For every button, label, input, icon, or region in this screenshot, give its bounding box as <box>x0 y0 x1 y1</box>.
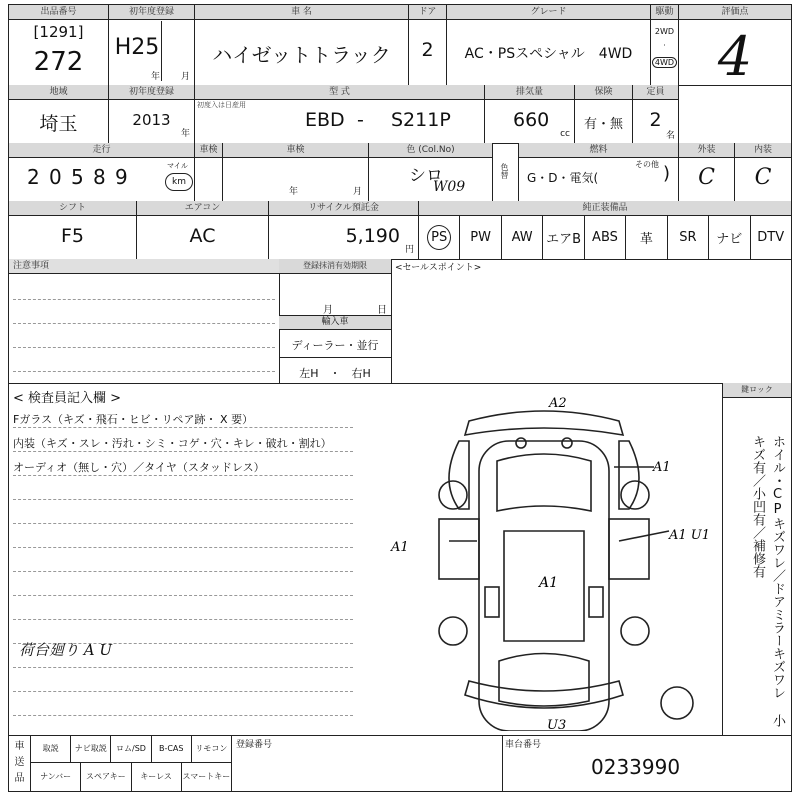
accessory-item: ナビ取説 <box>71 735 111 762</box>
chassis-number: 0233990 <box>591 755 681 779</box>
equipment-item <box>709 215 750 259</box>
mirror-left-shape <box>516 438 526 448</box>
mark-rear: U3 <box>547 718 567 731</box>
equipment-label: エアB <box>546 231 581 247</box>
inspector-section <box>9 383 791 736</box>
drive-4wd: 4WD <box>652 57 677 68</box>
accessory-item: 取説 <box>31 735 71 762</box>
cc-header: 排気量 <box>485 85 574 100</box>
equipment-item <box>626 215 667 259</box>
insurance-header: 保険 <box>575 85 632 100</box>
model-code-cell <box>195 85 485 143</box>
equipment-list <box>419 215 791 259</box>
door-header: ドア <box>409 5 446 20</box>
accessory-item: ロム/SD <box>111 735 151 762</box>
right-front-wheel-shape <box>621 481 649 509</box>
exterior-header: 外装 <box>679 143 734 158</box>
drive-cell: 駆動 2WD · 4WD <box>651 5 679 85</box>
doors: 2 <box>421 39 434 61</box>
car-name-cell <box>195 5 409 85</box>
windshield-shape <box>497 454 591 511</box>
lot-prefix: [1291] <box>33 23 84 41</box>
inspection-flag-cell <box>195 143 223 201</box>
shift-cell <box>9 201 137 259</box>
equipment-header: 純正装備品 <box>419 201 791 216</box>
accessory-item: スペアキー <box>81 762 131 791</box>
equipment-item <box>751 215 791 259</box>
front-bumper-shape <box>465 411 623 435</box>
accessory-item: キーレス <box>132 762 182 791</box>
fuel-cell <box>519 143 679 201</box>
shift-header: シフト <box>9 201 136 216</box>
notes-block <box>9 259 280 383</box>
drive-header: 駆動 <box>651 5 678 20</box>
cc-unit: cc <box>560 129 570 139</box>
middle-section <box>9 259 791 384</box>
insurance: 有・無 <box>583 117 623 132</box>
spare-tire-shape <box>661 687 693 719</box>
left-rear-wheel-shape <box>439 617 467 645</box>
insurance-cell <box>575 85 633 143</box>
mileage-digits <box>27 165 137 189</box>
tailgate-shape <box>499 654 589 707</box>
key-lock-header: 鍵ロック <box>723 383 791 398</box>
month-unit: 月 <box>181 72 191 82</box>
mirror-right-shape <box>562 438 572 448</box>
recycle-cell <box>269 201 419 259</box>
mileage-digit: 0 <box>49 165 62 189</box>
accessory-item: B-CAS <box>152 735 192 762</box>
mileage-digit: 5 <box>71 165 84 189</box>
equipment-label: AW <box>511 229 533 245</box>
reg-month: 月 <box>323 305 333 316</box>
color-code: W09 <box>433 179 466 195</box>
pref-header: 地域 <box>9 85 108 100</box>
registration-block <box>279 259 392 383</box>
bottom-section <box>9 735 791 791</box>
hand-drive: 左H ・ 右H <box>299 367 371 380</box>
right-door-shape <box>609 519 649 579</box>
mileage-header: 走行 <box>9 143 194 158</box>
inspection-month: 月 <box>353 187 363 197</box>
delivery-char: 車 <box>14 741 25 752</box>
year2-header: 初年度登録 <box>109 85 194 100</box>
first-reg-note: 初度入は日産用 <box>197 101 246 109</box>
registration-number-cell <box>231 735 503 791</box>
lot-cell <box>9 5 109 85</box>
side-column <box>722 383 791 735</box>
model-code-header: 型 式 <box>195 85 484 100</box>
sales-point-header: <セールスポイント> <box>395 263 482 273</box>
registration-number-label: 登録番号 <box>236 740 273 750</box>
mileage-cell <box>9 143 195 201</box>
interior-grade: C <box>754 165 772 190</box>
model-code: S211P <box>391 109 451 131</box>
delivery-label <box>9 735 31 791</box>
air-conditioner: AC <box>189 225 216 247</box>
sales-point-block <box>391 259 791 383</box>
model-dash: - <box>357 109 364 131</box>
car-name-header: 車 名 <box>195 5 408 20</box>
equipment-block <box>419 201 791 259</box>
accessory-item: リモコン <box>195 744 228 753</box>
row-2 <box>9 85 791 144</box>
row-3 <box>9 143 791 202</box>
equipment-label: DTV <box>757 229 785 245</box>
left-front-wheel-shape <box>439 481 467 509</box>
accessory-item: ナンバー <box>31 762 81 791</box>
wheel-mirror-notes: ホイル・CPキズワレ／ドアミラーキズワレ 小キズ有／小凹有／補修有 <box>750 435 785 727</box>
color-cell <box>369 143 493 201</box>
year-header: 初年度登録 <box>109 5 194 20</box>
mark-left-side: A1 <box>391 540 409 555</box>
equipment-label: ABS <box>592 229 618 245</box>
ac-cell <box>137 201 269 259</box>
right-rear-wheel-shape <box>621 617 649 645</box>
equipment-item <box>419 215 460 259</box>
accessory-item: スマートキー <box>182 772 231 781</box>
notes-header: 注意事項 <box>9 259 279 274</box>
fuel-header: 燃料 <box>519 143 678 158</box>
car-damage-diagram <box>369 391 719 731</box>
model-prefix: EBD <box>305 109 345 131</box>
dealer-parallel: ディーラー・並行 <box>291 339 379 352</box>
door-cell <box>409 5 447 85</box>
color-change-cell <box>493 143 519 201</box>
prefecture: 埼玉 <box>39 113 78 135</box>
interior-header: 内装 <box>735 143 791 158</box>
shift: F5 <box>60 225 85 247</box>
pref-cell <box>9 85 109 143</box>
color-name: シロ <box>409 166 443 186</box>
inspector-header: < 検査員記入欄 > <box>13 391 122 406</box>
capacity-cell <box>633 85 679 143</box>
mile-unit: マイル <box>167 162 188 170</box>
import-header: 輸入車 <box>279 316 391 330</box>
left-door-shape <box>439 519 479 579</box>
exterior-grade: C <box>698 165 715 190</box>
row-4 <box>9 201 791 260</box>
mark-center: A1 <box>539 575 559 591</box>
inspection-header: 車検 <box>223 143 368 158</box>
handwritten-note: 荷台廻り A U <box>19 641 113 659</box>
grade-cell <box>447 5 651 85</box>
mark-right-rear: A1 U1 <box>669 528 711 543</box>
year-western: 2013 <box>132 111 171 129</box>
year-era: H25 <box>114 35 160 60</box>
year2-cell <box>109 85 195 143</box>
fuel-close: ) <box>663 163 671 184</box>
eval-header: 評価点 <box>679 5 791 20</box>
capacity: 2 <box>649 109 662 131</box>
eval-cell <box>679 5 791 88</box>
interior-cell <box>735 143 791 201</box>
interior-line: 内装（キズ・スレ・汚れ・シミ・コゲ・穴・キレ・破れ・割れ） <box>13 437 332 450</box>
left-lamp-shape <box>485 587 499 617</box>
grade: AC・PSスペシャル 4WD <box>464 46 633 62</box>
accessory-row-b <box>31 762 231 791</box>
ac-header: エアコン <box>137 201 268 216</box>
cc-cell <box>485 85 575 143</box>
inspection-year: 年 <box>289 187 299 197</box>
grade-header: グレード <box>447 5 650 20</box>
chassis-number-cell <box>501 735 791 791</box>
equipment-label: PS <box>427 225 451 250</box>
equipment-label: ナビ <box>716 231 743 247</box>
lot-number: 272 <box>33 47 84 77</box>
drive-2wd: 2WD <box>654 27 675 36</box>
eval-score: 4 <box>717 25 753 88</box>
row-1 <box>9 5 791 86</box>
accessory-row-a <box>31 735 231 763</box>
exterior-cell <box>679 143 735 201</box>
front-glass-line: Fガラス（キズ・飛石・ヒビ・リペア跡・ X 要） <box>13 413 254 426</box>
rear-bumper-shape <box>465 681 623 708</box>
capacity-header: 定員 <box>633 85 678 100</box>
mark-front: A2 <box>549 396 567 411</box>
equipment-item <box>668 215 709 259</box>
year-cell <box>109 5 195 85</box>
equipment-item <box>502 215 543 259</box>
mark-right-side: A1 <box>653 460 671 475</box>
delivery-char: 送 <box>14 757 25 768</box>
reg-day: 日 <box>377 305 387 316</box>
auction-sheet <box>8 4 792 792</box>
audio-tire-line: オーディオ（無し・穴）／タイヤ（スタッドレス） <box>13 461 265 474</box>
capacity-unit: 名 <box>665 131 675 141</box>
chassis-number-label: 車台番号 <box>505 740 542 750</box>
equipment-label: 革 <box>639 231 653 247</box>
recycle-header: リサイクル預託金 <box>269 201 418 216</box>
recycle-fee: 5,190 <box>345 225 400 247</box>
equipment-label: SR <box>679 229 697 245</box>
fuel-options: G・D・電気( <box>527 171 599 185</box>
equipment-item <box>543 215 584 259</box>
mileage-digit: 2 <box>27 165 40 189</box>
color-change-label: 色替 <box>500 163 509 179</box>
right-rear-mark-line <box>619 531 669 541</box>
car-name: ハイゼットトラック <box>212 43 391 67</box>
equipment-item <box>460 215 501 259</box>
color-header: 色 (Col.No) <box>369 143 492 158</box>
year2-unit: 年 <box>180 129 190 139</box>
year-unit: 年 <box>151 72 161 82</box>
fuel-other: その他 <box>635 160 659 169</box>
mileage-digit: 9 <box>115 165 128 189</box>
inspection-flag-header: 車検 <box>195 143 222 158</box>
registration-header: 登録抹消有効期限 <box>279 259 391 274</box>
displacement: 660 <box>513 109 550 131</box>
recycle-unit: 円 <box>404 245 414 255</box>
inspection-cell <box>223 143 369 201</box>
right-lamp-shape <box>589 587 603 617</box>
delivery-char: 品 <box>14 773 25 784</box>
equipment-item <box>585 215 626 259</box>
equipment-label: PW <box>470 229 491 245</box>
mileage-digit: 8 <box>93 165 106 189</box>
km-unit: km <box>165 173 193 191</box>
lot-header: 出品番号 <box>9 5 108 20</box>
